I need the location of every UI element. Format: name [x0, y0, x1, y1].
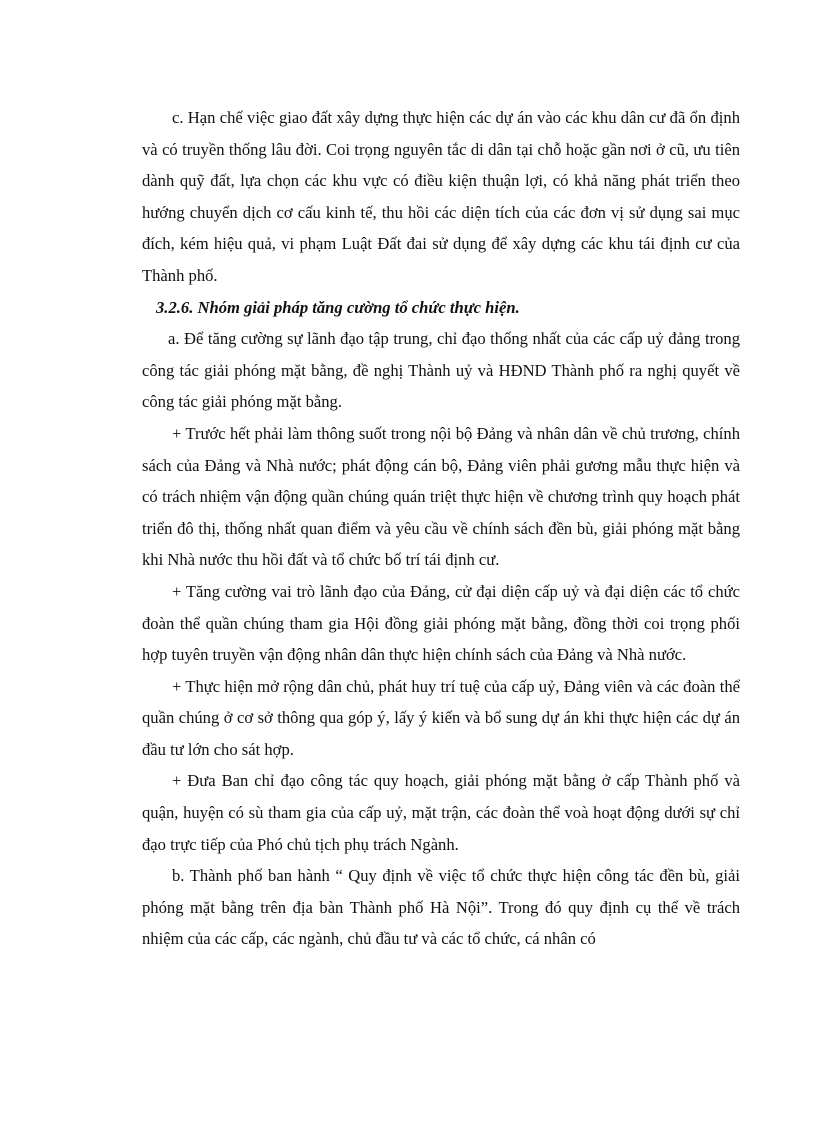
paragraph-plus-democracy: + Thực hiện mở rộng dân chủ, phát huy trí tuệ của cấp uỷ, Đảng viên và các đoàn thể quần chúng ở cơ sở thông qua góp ý, lấy ý kiến và bổ sung dự án khi thực hiện các dự án đầu tư lớn cho sát hợp. — [142, 676, 740, 759]
paragraph-plus-party-role: + Tăng cường vai trò lãnh đạo của Đảng, cử đại diện cấp uỷ và đại diện các tổ chức đoàn thể quần chúng tham gia Hội đồng giải phóng mặt bằng, đồng thời coi trọng phối hợp tuyên truyền vận động nhân dân thực hiện chính sách của Đảng và Nhà nước. — [142, 581, 740, 665]
paragraph-c-land-allocation: c. Hạn chế việc giao đất xây dựng thực hiện các dự án vào các khu dân cư đã ổn định và có truyền thống lâu đời. Coi trọng nguyên tắc di dân tại chỗ hoặc gần nơi ở cũ, ưu tiên dành quỹ đất, lựa chọn các khu vực có điều kiện thuận lợi, có khả năng phát triển theo hướng chuyển dịch cơ cấu kinh tế, thu hồi các diện tích của các đơn vị sử dụng sai mục đích, kém hiệu quả, vi phạm Luật Đất đai sử dụng để xây dựng các khu tái định cư của Thành phố. — [142, 108, 740, 285]
body-text — [142, 102, 740, 955]
section-heading-3-2-6: 3.2.6. Nhóm giải pháp tăng cường tổ chức thực hiện. — [156, 297, 520, 317]
paragraph-plus-party-communication: + Trước hết phải làm thông suốt trong nội bộ Đảng và nhân dân về chủ trương, chính sách của Đảng và Nhà nước; phát động cán bộ, Đảng viên phải gương mẫu thực hiện và có trách nhiệm vận động quần chúng quán triệt thực hiện về chương trình quy hoạch phát triển đô thị, thống nhất quan điểm và yêu cầu về chính sách đền bù, giải phóng mặt bằng khi Nhà nước thu hồi đất và tổ chức bố trí tái định cư. — [142, 423, 740, 570]
paragraph-b-city-regulation: b. Thành phố ban hành “ Quy định về việc tổ chức thực hiện công tác đền bù, giải phóng mặt bằng trên địa bàn Thành phố Hà Nội”. Trong đó quy định cụ thể về trách nhiệm của các cấp, các ngành, chủ đầu tư và các tổ chức, cá nhân có — [142, 866, 740, 949]
paragraph-a-leadership: a. Để tăng cường sự lãnh đạo tập trung, chỉ đạo thống nhất của các cấp uỷ đảng trong công tác giải phóng mặt bằng, đề nghị Thành uỷ và HĐND Thành phố ra nghị quyết về công tác giải phóng mặt bằng. — [142, 329, 740, 412]
paragraph-plus-steering-committee: + Đưa Ban chỉ đạo công tác quy hoạch, giải phóng mặt bằng ở cấp Thành phố và quận, huyện có sù tham gia của cấp uỷ, mặt trận, các đoàn thể voà hoạt động dưới sự chỉ đạo trực tiếp của Phó chủ tịch phụ trách Ngành. — [142, 771, 740, 854]
